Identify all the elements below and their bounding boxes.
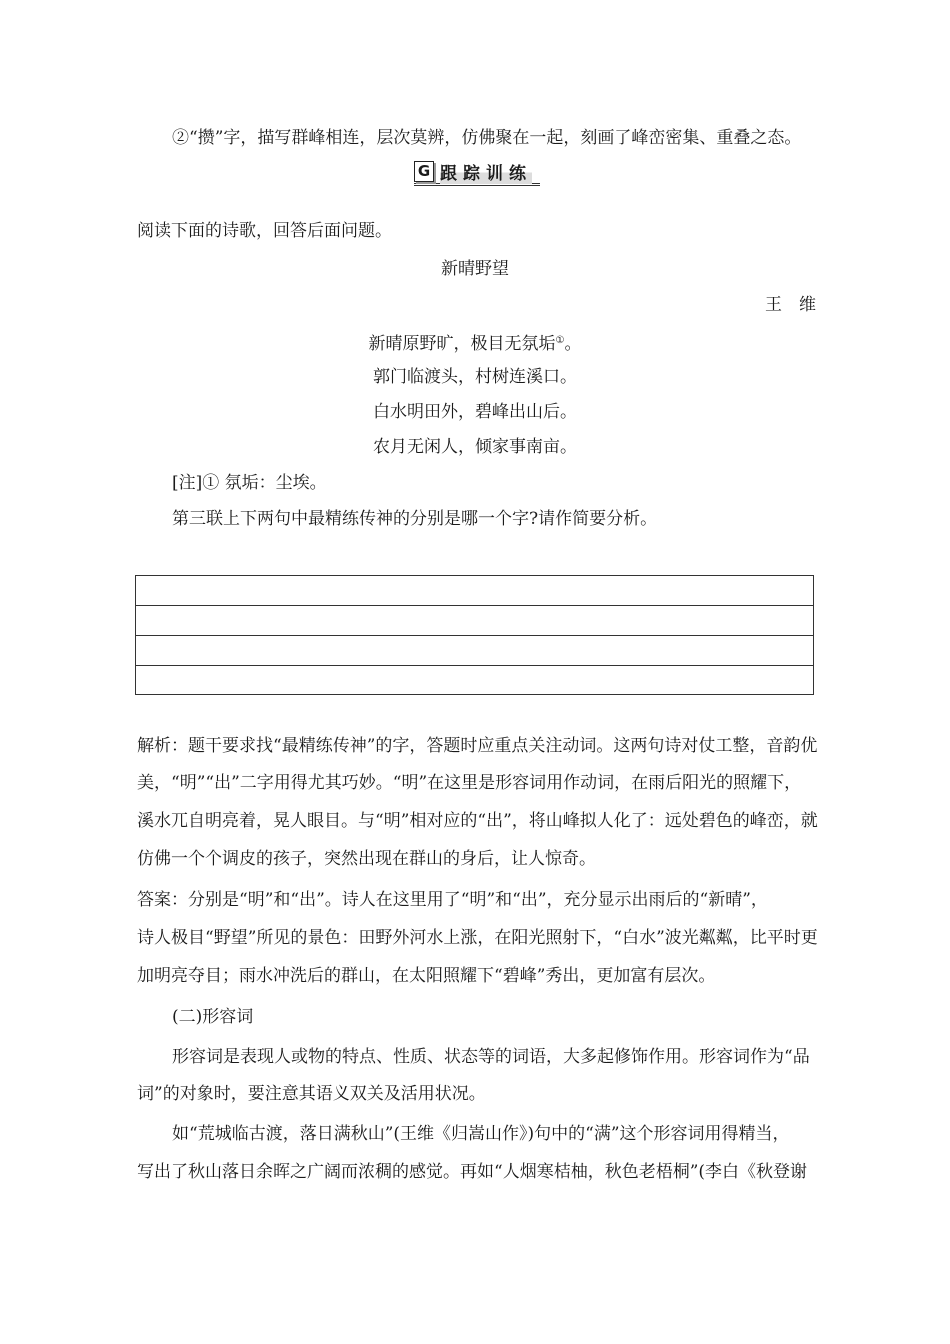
poem-line-1-text: 新晴原野旷，极目无氛垢 [368, 334, 556, 354]
poem-line-1 [0, 330, 950, 355]
analysis-line-1: 解析：题干要求找“最精练传神”的字，答题时应重点关注动词。这两句诗对仗工整，音韵优 [137, 736, 818, 756]
example-para-line-2: 写出了秋山落日余晖之广阔而浓稠的感觉。再如“人烟寒桔柚，秋色老梧桐”(李白《秋登谢 [137, 1162, 808, 1182]
g-badge-icon: G [414, 161, 434, 182]
example-para-line-1: 如“荒城临古渡，落日满秋山”(王维《归嵩山作》)句中的“满”这个形容词用得精当， [172, 1124, 790, 1144]
section-heading [414, 159, 540, 186]
subsection-title: (二)形容词 [172, 1007, 254, 1027]
analysis-line-4: 仿佛一个个调皮的孩子，突然出现在群山的身后，让人惊奇。 [137, 849, 596, 869]
poem-line-3: 白水明田外，碧峰出山后。 [373, 402, 577, 422]
footnote-mark: ① [555, 335, 565, 346]
question: 第三联上下两句中最精练传神的分别是哪一个字?请作简要分析。 [172, 509, 658, 529]
poem-title: 新晴野望 [441, 259, 509, 279]
section-title: 跟踪训练 [440, 159, 532, 184]
answer-line-1: 答案：分别是“明”和“出”。诗人在这里用了“明”和“出”，充分显示出雨后的“新晴”， [137, 890, 768, 910]
poem-author: 王 维 [765, 295, 816, 315]
answer-line[interactable] [136, 666, 813, 696]
intro-line: ②“攒”字，描写群峰相连，层次莫辨，仿佛聚在一起，刻画了峰峦密集、重叠之态。 [172, 128, 802, 148]
instruction: 阅读下面的诗歌，回答后面问题。 [137, 221, 392, 241]
poem-line-4: 农月无闲人，倾家事南亩。 [373, 437, 577, 457]
note: [注]① 氛垢：尘埃。 [172, 473, 327, 493]
analysis-line-3: 溪水兀自明亮着，晃人眼目。与“明”相对应的“出”，将山峰拟人化了：远处碧色的峰峦，就 [137, 811, 818, 831]
poem-line-1-end: 。 [564, 334, 582, 354]
answer-box[interactable] [135, 575, 814, 695]
adj-para-line-2: 词”的对象时，要注意其语义双关及活用状况。 [137, 1084, 486, 1104]
answer-line-2: 诗人极目“野望”所见的景色：田野外河水上涨，在阳光照射下，“白水”波光粼粼，比平时更 [137, 928, 818, 948]
answer-line-3: 加明亮夺目；雨水冲洗后的群山，在太阳照耀下“碧峰”秀出，更加富有层次。 [137, 966, 716, 986]
answer-line[interactable] [136, 606, 813, 636]
analysis-line-2: 美，“明”“出”二字用得尤其巧妙。“明”在这里是形容词用作动词，在雨后阳光的照耀下， [137, 773, 802, 793]
poem-line-2: 郭门临渡头，村树连溪口。 [373, 367, 577, 387]
answer-line[interactable] [136, 636, 813, 666]
answer-line[interactable] [136, 576, 813, 606]
adj-para-line-1: 形容词是表现人或物的特点、性质、状态等的词语，大多起修饰作用。形容词作为“品 [172, 1047, 810, 1067]
